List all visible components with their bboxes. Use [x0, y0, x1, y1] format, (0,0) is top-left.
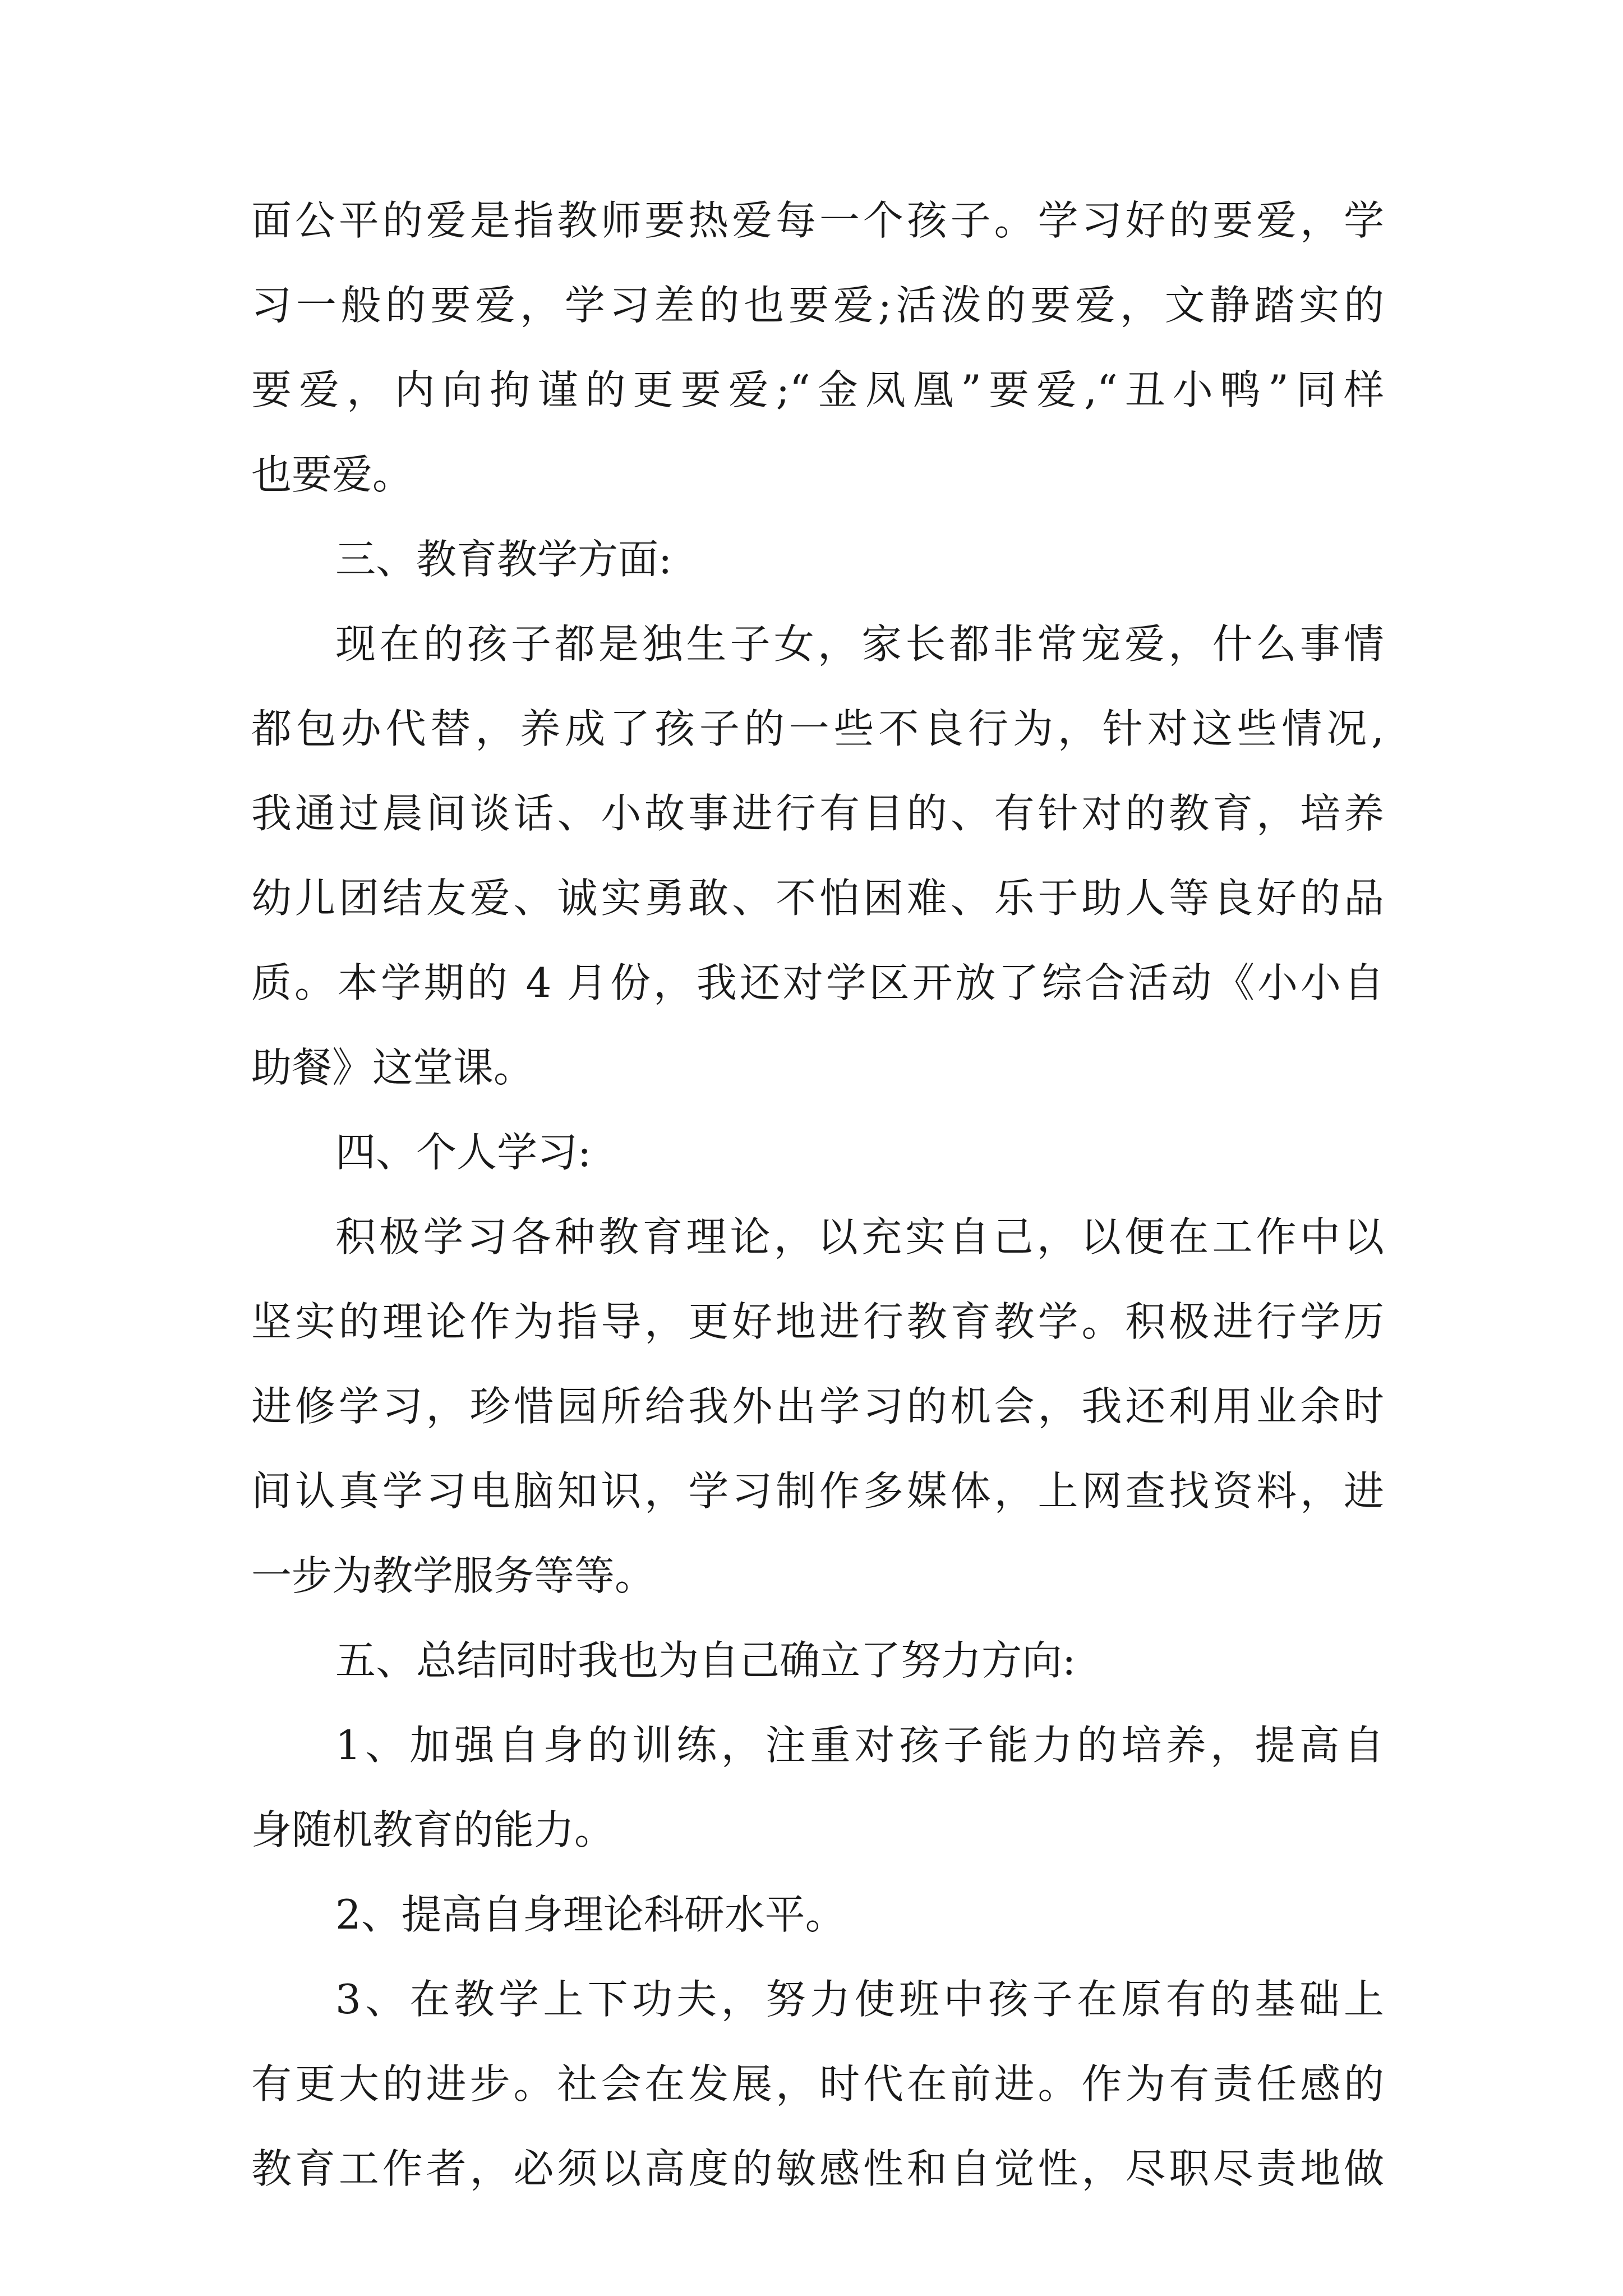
document-body	[251, 178, 1384, 2211]
text-line: 面公平的爱是指教师要热爱每一个孩子。学习好的要爱，学	[251, 197, 1384, 244]
text-line: 质。本学期的 4 月份，我还对学区开放了综合活动《小小自	[251, 959, 1384, 1006]
text-line: 坚实的理论作为指导，更好地进行教育教学。积极进行学历	[251, 1298, 1384, 1345]
text-line: 现在的孩子都是独生子女，家长都非常宠爱，什么事情	[335, 620, 1384, 668]
text-line: 习一般的要爱，学习差的也要爱;活泼的要爱，文静踏实的	[251, 282, 1384, 329]
section-heading: 三、教育教学方面:	[335, 536, 672, 583]
section-heading: 四、个人学习:	[335, 1129, 592, 1176]
list-item: 3、在教学上下功夫，努力使班中孩子在原有的基础上	[335, 1976, 1384, 2023]
text-line: 都包办代替，养成了孩子的一些不良行为，针对这些情况,	[251, 705, 1384, 752]
list-item: 2、提高自身理论科研水平。	[335, 1891, 846, 1938]
text-line: 我通过晨间谈话、小故事进行有目的、有针对的教育，培养	[251, 790, 1384, 837]
text-line: 积极学习各种教育理论，以充实自己，以便在工作中以	[335, 1213, 1384, 1260]
text-line: 要爱，内向拘谨的更要爱;“金凤凰”要爱,“丑小鸭”同样	[251, 366, 1384, 413]
text-line: 助餐》这堂课。	[251, 1044, 534, 1091]
text-line: 教育工作者，必须以高度的敏感性和自觉性，尽职尽责地做	[251, 2145, 1384, 2192]
section-heading: 五、总结同时我也为自己确立了努力方向:	[335, 1637, 1076, 1684]
text-line: 一步为教学服务等等。	[251, 1552, 656, 1599]
text-line: 幼儿团结友爱、诚实勇敢、不怕困难、乐于助人等良好的品	[251, 875, 1384, 922]
list-item: 1、加强自身的训练，注重对孩子能力的培养，提高自	[335, 1722, 1384, 1769]
text-line: 身随机教育的能力。	[251, 1806, 615, 1853]
text-line: 间认真学习电脑知识，学习制作多媒体，上网查找资料，进	[251, 1467, 1384, 1515]
text-line: 进修学习，珍惜园所给我外出学习的机会，我还利用业余时	[251, 1383, 1384, 1430]
text-line: 有更大的进步。社会在发展，时代在前进。作为有责任感的	[251, 2060, 1384, 2108]
text-line: 也要爱。	[251, 451, 413, 498]
